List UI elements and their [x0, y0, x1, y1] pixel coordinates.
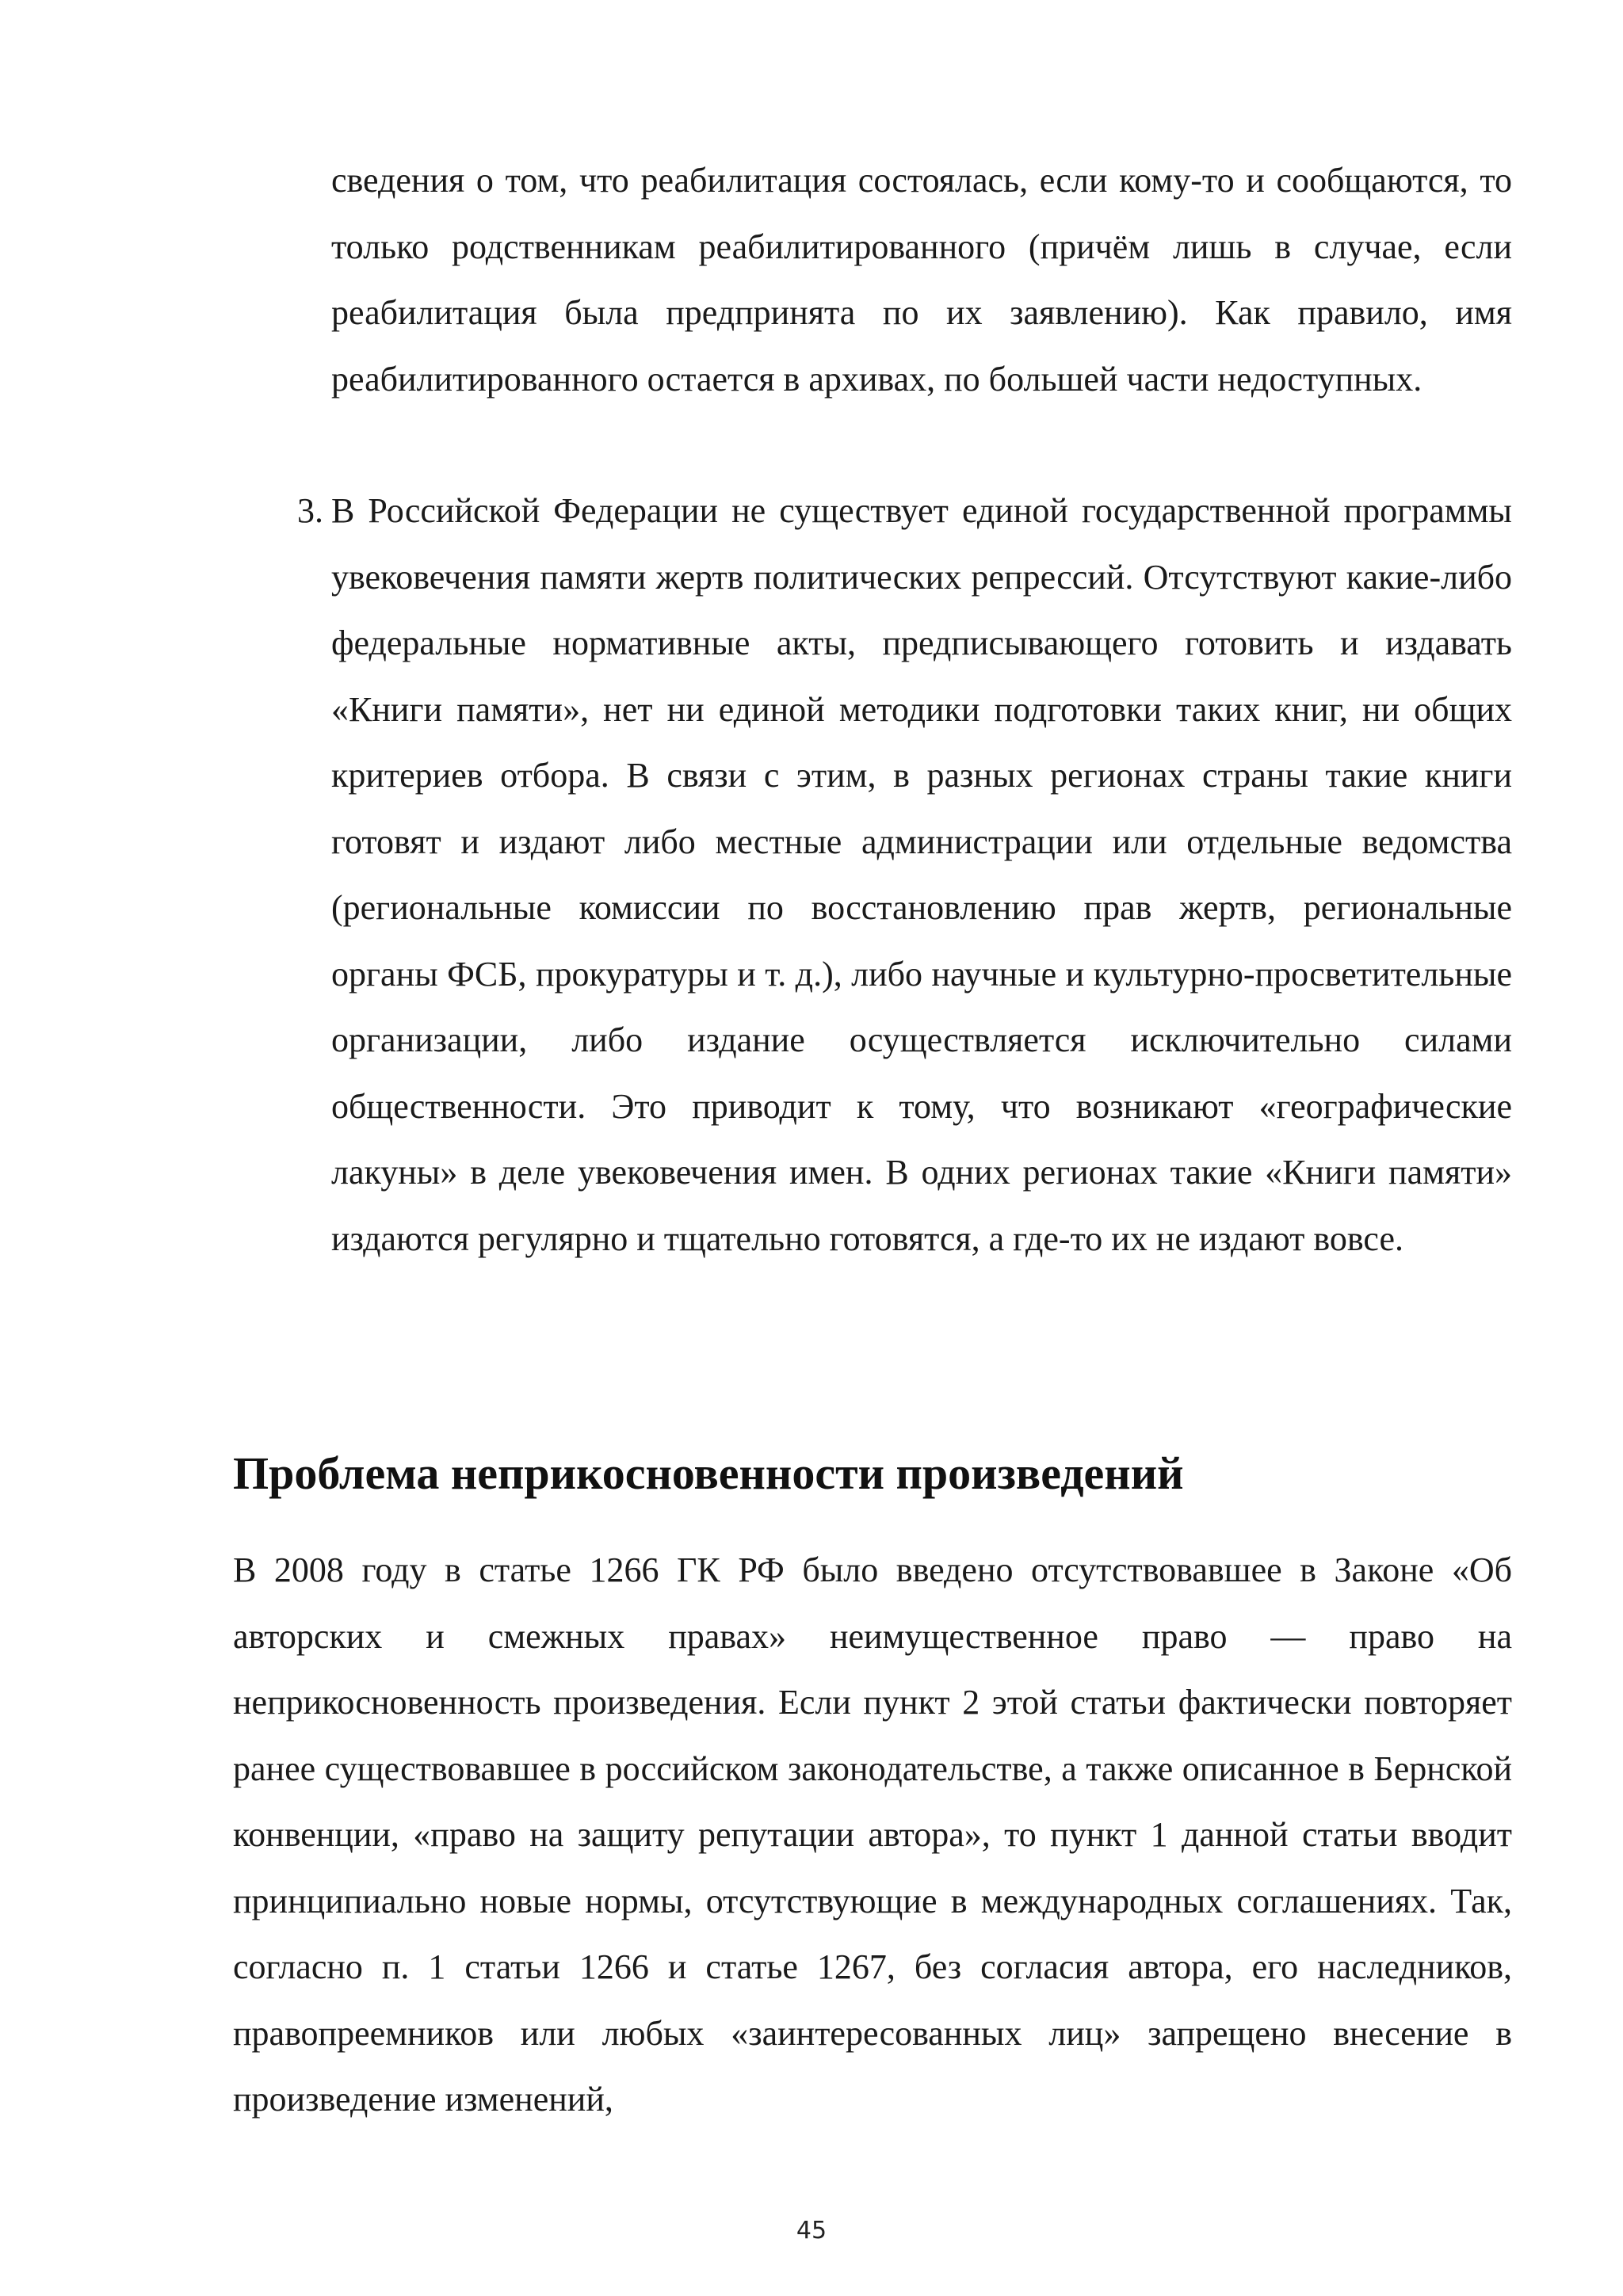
body-paragraph-text: В 2008 году в статье 1266 ГК РФ было введено отсутствовавшее в Законе «Об авторских и смежных правах» неимущественное право — право на неприкосновенность произведения. Если пункт 2 этой статьи фактически повторяет ранее существовавшее в российском законодательстве, а также описанное в Бернской конвенции, «право на защиту репутации автора», то пункт 1 данной статьи вводит принципиально новые нормы, отсутствующие в международных соглашениях. Так, согласно п. 1 статьи 1266 и статье 1267, без согласия автора, его наследников, правопреемников или любых «заинтересованных лиц» запрещено внесение в произведение изменений, — [233, 1550, 1512, 2119]
page-number: 45 — [796, 2217, 827, 2245]
list-continuation-text: сведения о том, что реабилитация состоялась, если кому-то и сообщаются, то только родственникам реабилитированного (причём лишь в случае, если реабилитация была предпринята по их заявлению). Как правило, имя реабилитированного остается в архивах, по большей части недоступных. — [331, 161, 1512, 399]
body-paragraph — [233, 1537, 1512, 2133]
list-item-text: В Российской Федерации не существует единой государственной программы увековечения памяти жертв политических репрессий. Отсутствуют какие-либо федеральные нормативные акты, предписывающего готовить и издавать «Книги памяти», нет ни единой методики подготовки таких книг, ни общих критериев отбора. В связи с этим, в разных регионах страны такие книги готовят и издают либо местные администрации или отдельные ведомства (региональные комиссии по восстановлению прав жертв, региональные органы ФСБ, прокуратуры и т. д.), либо научные и культурно-просветительные организации, либо издание осуществляется исключительно силами общественности. Это приводит к тому, что возникают «географические лакуны» в деле увековечения имен. В одних регионах такие «Книги памяти» издаются регулярно и тщательно готовятся, а где-то их не издают вовсе. — [331, 491, 1512, 1258]
list-marker: 3. — [297, 491, 323, 530]
list-item-3 — [297, 478, 1512, 1272]
section-heading: Проблема неприкосновенности произведений — [233, 1447, 1184, 1499]
list-item-continuation — [331, 147, 1512, 412]
